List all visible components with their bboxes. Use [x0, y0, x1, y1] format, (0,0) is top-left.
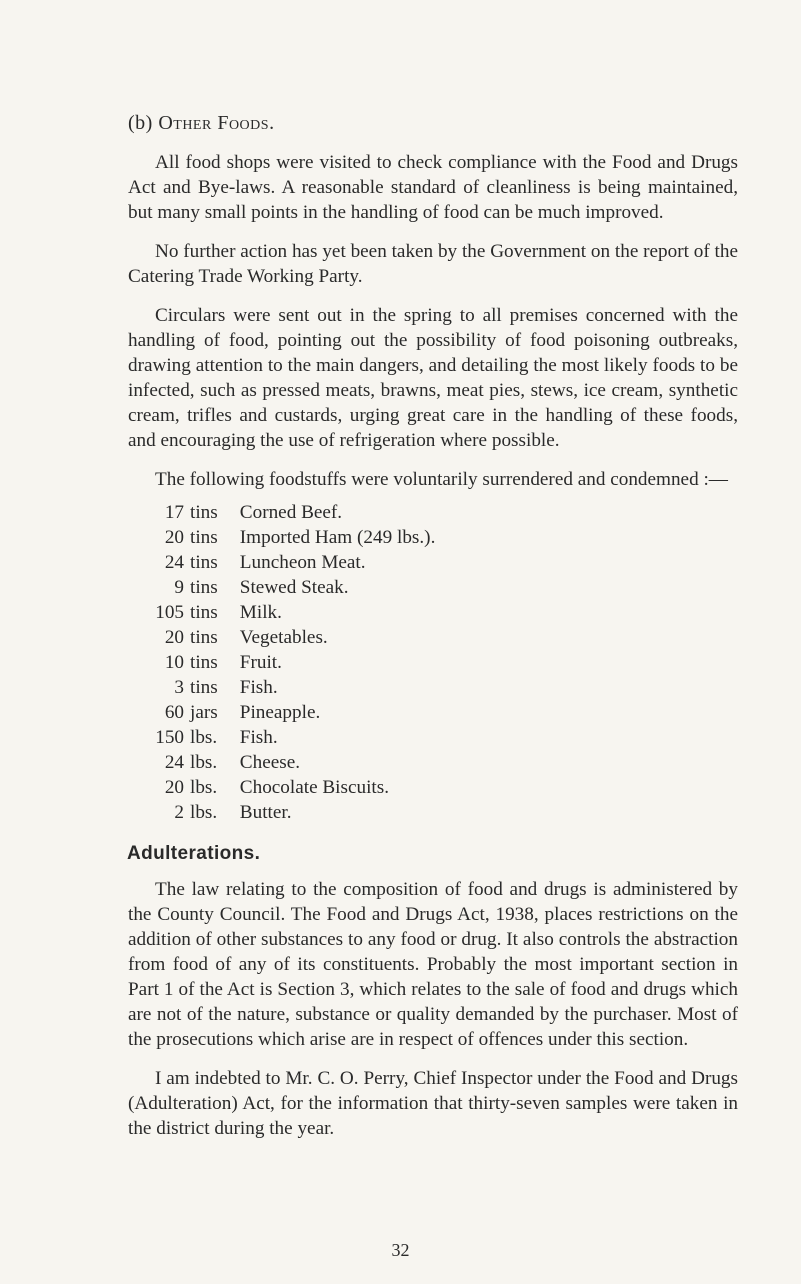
condemned-items-list: [128, 500, 738, 825]
paragraph-law-composition: The law relating to the composition of food and drugs is administered by the County Council. The Food and Drugs Act, 1938, places restrictions on the addition of other substances to any food or drug. It also controls the abstraction from food of any of its constituents. Probably the most important section in Part 1 of the Act is Section 3, which relates to the sale of food and drugs which are not of the nature, substance or quality demanded by the purchaser. Most of the prosecutions which arise are in respect of offences under this section.: [128, 879, 738, 1050]
list-item: 24 tins Luncheon Meat.: [164, 552, 366, 573]
list-item: 20 tins Vegetables.: [164, 627, 328, 648]
list-item: 60 jars Pineapple.: [164, 702, 321, 723]
list-item: 20 tins Imported Ham (249 lbs.).: [164, 527, 436, 548]
list-item: 9 tins Stewed Steak.: [174, 577, 349, 598]
section-heading-other-foods: [128, 108, 738, 138]
list-item: 17 tins Corned Beef.: [164, 502, 343, 523]
page-number: 32: [391, 1240, 410, 1260]
paragraph-foodstuffs-intro: The following foodstuffs were voluntarily surrendered and condemned :—: [155, 469, 728, 490]
list-item: 105 tins Milk.: [155, 602, 282, 623]
list-item: 2 lbs. Butter.: [174, 802, 292, 823]
paragraph-government-action: No further action has yet been taken by the Government on the report of the Catering Trade Working Party.: [128, 241, 738, 287]
section-title: Other Foods.: [158, 112, 275, 134]
list-item: 24 lbs. Cheese.: [164, 752, 301, 773]
adulterations-heading: Adulterations.: [127, 843, 261, 864]
paragraph-circulars: Circulars were sent out in the spring to all premises concerned with the handling of food, pointing out the possibility of food poisoning outbreaks, drawing attention to the main dangers, and detailing the most likely foods to be infected, such as pressed meats, brawns, meat pies, stews, ice cream, synthetic cream, trifles and custards, urging great care in the handling of these foods, and encouraging the use of refrigeration where possible.: [128, 305, 738, 451]
paragraph-samples-info: I am indebted to Mr. C. O. Perry, Chief Inspector under the Food and Drugs (Adulteration) Act, for the information that thirty-seven samples were taken in the district during the year.: [128, 1068, 738, 1139]
paragraph-food-shops: All food shops were visited to check compliance with the Food and Drugs Act and Bye-laws. A reasonable standard of cleanliness is being maintained, but many small points in the handling of food can be much improved.: [128, 152, 738, 223]
list-item: 20 lbs. Chocolate Biscuits.: [164, 777, 390, 798]
document-page: [128, 108, 738, 1155]
list-item: 3 tins Fish.: [174, 677, 278, 698]
list-item: 150 lbs. Fish.: [155, 727, 278, 748]
list-item: 10 tins Fruit.: [164, 652, 282, 673]
section-prefix: (b): [128, 112, 159, 134]
